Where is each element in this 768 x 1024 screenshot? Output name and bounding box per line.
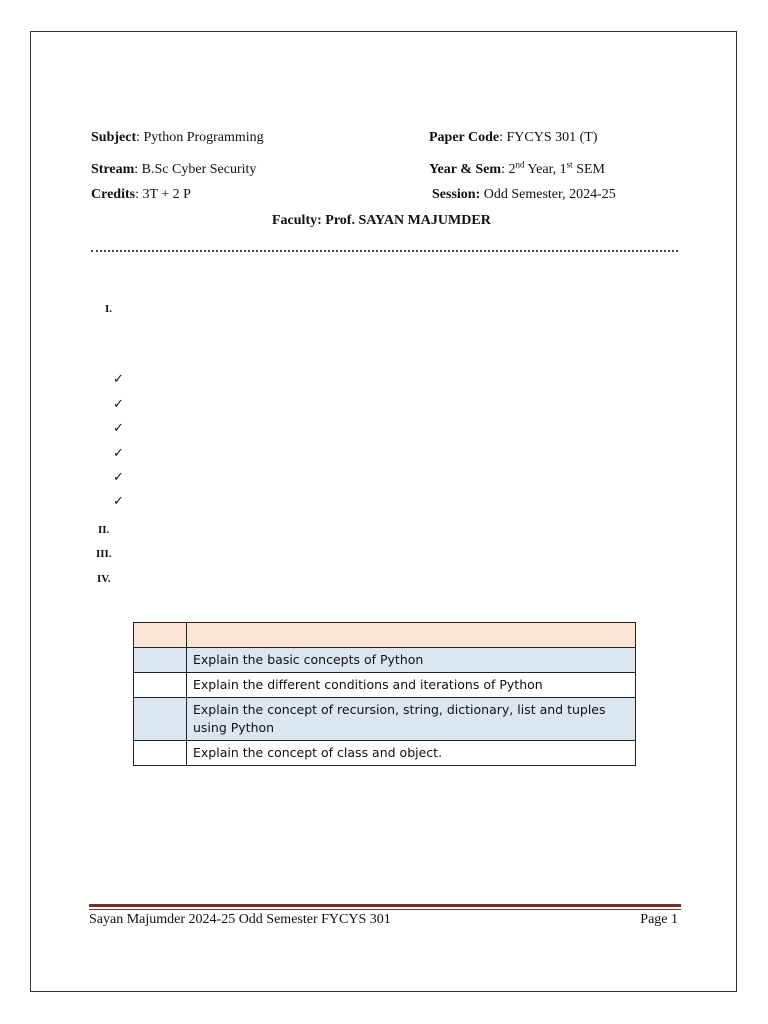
stream-label: Stream bbox=[91, 162, 135, 177]
table-header-row bbox=[134, 623, 636, 648]
table-header-cell bbox=[134, 623, 187, 648]
table-header-cell bbox=[187, 623, 636, 648]
stream-value: : B.Sc Cyber Security bbox=[134, 162, 257, 177]
table-row bbox=[134, 673, 636, 698]
section-ii-marker: II. bbox=[98, 524, 110, 536]
table-text-cell: Explain the concept of recursion, string, dictionary, list and tuples using Python bbox=[187, 698, 636, 741]
year-sem-value-pre: : 2 bbox=[501, 162, 516, 177]
dotted-separator bbox=[91, 250, 678, 252]
page-frame bbox=[30, 31, 737, 992]
session-value: Odd Semester, 2024-25 bbox=[480, 187, 616, 202]
course-outcome-table bbox=[133, 622, 636, 766]
paper-code-value: : FYCYS 301 (T) bbox=[499, 130, 598, 145]
page-number: Page 1 bbox=[640, 912, 678, 927]
section-i-marker: I. bbox=[105, 303, 113, 315]
year-sem-line bbox=[429, 159, 605, 178]
checkmark-icon: ✓ bbox=[113, 397, 124, 412]
year-sem-label: Year & Sem bbox=[429, 162, 502, 177]
table-text-cell: Explain the concept of class and object. bbox=[187, 741, 636, 766]
credits-line bbox=[91, 187, 191, 203]
subject-value: : Python Programming bbox=[136, 130, 264, 145]
checkmark-icon: ✓ bbox=[113, 372, 124, 387]
table-num-cell bbox=[134, 648, 187, 673]
year-sem-value-mid: Year, 1 bbox=[524, 162, 567, 177]
subject-label: Subject bbox=[91, 130, 137, 145]
checkmark-icon: ✓ bbox=[113, 494, 124, 509]
table-row bbox=[134, 698, 636, 741]
paper-code-label: Paper Code bbox=[429, 130, 500, 145]
subject-line bbox=[91, 130, 264, 146]
paper-code-line bbox=[429, 130, 598, 146]
table-row bbox=[134, 648, 636, 673]
table-row bbox=[134, 741, 636, 766]
credits-label: Credits bbox=[91, 187, 136, 202]
credits-value: : 3T + 2 P bbox=[135, 187, 191, 202]
section-iii-marker: III. bbox=[96, 548, 112, 560]
footer-rule-thin bbox=[89, 909, 681, 910]
footer-rule bbox=[89, 904, 681, 907]
year-sem-sup2: st bbox=[566, 159, 573, 170]
session-label: Session: bbox=[432, 187, 481, 202]
checkmark-icon: ✓ bbox=[113, 470, 124, 485]
year-sem-value-post: SEM bbox=[572, 162, 605, 177]
year-sem-sup1: nd bbox=[515, 159, 525, 170]
footer-left-text: Sayan Majumder 2024-25 Odd Semester FYCYS 301 bbox=[89, 912, 391, 927]
table-text-cell: Explain the different conditions and iterations of Python bbox=[187, 673, 636, 698]
table-text-cell: Explain the basic concepts of Python bbox=[187, 648, 636, 673]
section-iv-marker: IV. bbox=[97, 573, 111, 585]
table-num-cell bbox=[134, 698, 187, 741]
stream-line bbox=[91, 162, 256, 178]
table-num-cell bbox=[134, 741, 187, 766]
checkmark-icon: ✓ bbox=[113, 421, 124, 436]
table-num-cell bbox=[134, 673, 187, 698]
session-line bbox=[432, 187, 616, 203]
faculty-line: Faculty: Prof. SAYAN MAJUMDER bbox=[272, 213, 491, 228]
checkmark-icon: ✓ bbox=[113, 446, 124, 461]
